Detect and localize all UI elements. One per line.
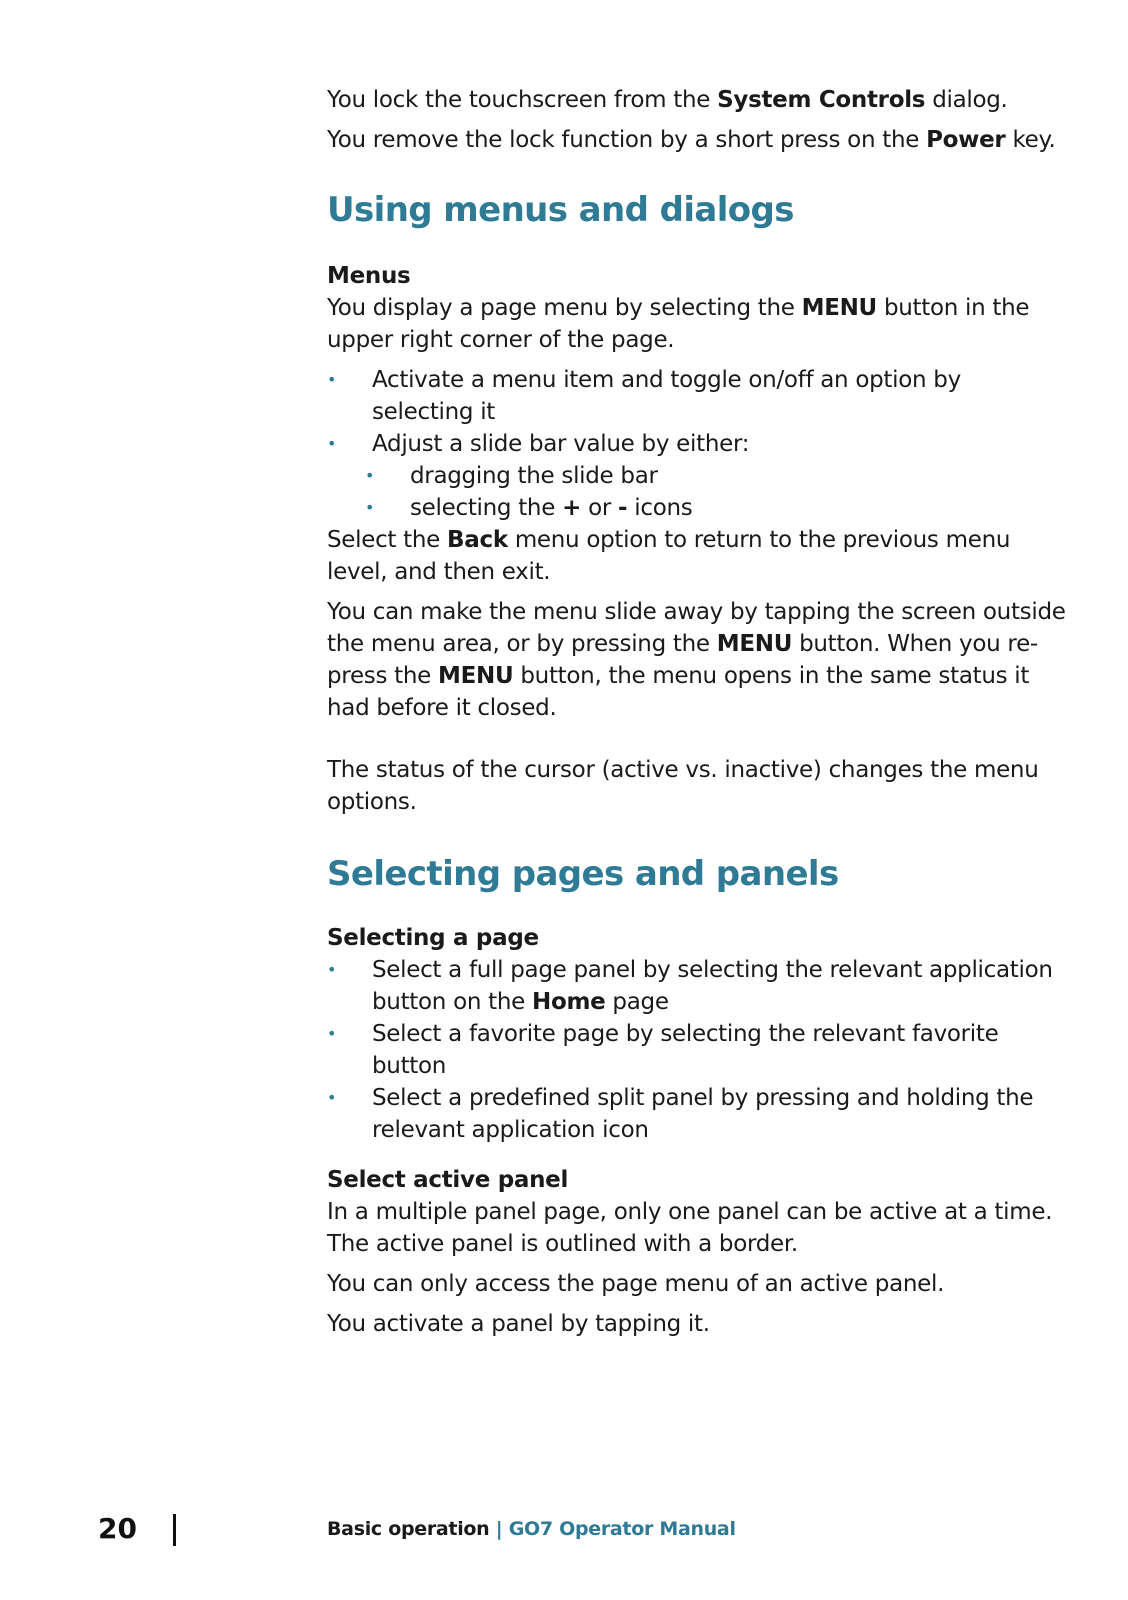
footer-separator: | [495,1518,503,1540]
footer-divider [173,1514,176,1546]
menus-paragraph-display: You display a page menu by selecting the MENU button in the upper right corner of the page. [327,295,1030,353]
subheading-active-panel: Select active panel [327,1167,569,1193]
menus-paragraph-cursor: The status of the cursor (active vs. inactive) changes the menu options. [327,757,1039,815]
footer-manual: GO7 Operator Manual [508,1518,736,1540]
intro-paragraph-unlock: You remove the lock function by a short press on the Power key. [327,127,1056,153]
list-item: • selecting the + or - icons [327,492,1067,524]
bullet-icon: • [327,1088,337,1107]
active-paragraph-multiple: In a multiple panel page, only one panel can be active at a time. The active panel is outlined with a border. [327,1199,1053,1257]
list-item: • Select a favorite page by selecting the relevant favorite button [327,1018,1067,1082]
bullet-icon: • [327,1024,337,1043]
subheading-menus: Menus [327,263,411,289]
menus-bullet-list [327,364,1067,524]
page-bullet-list [327,954,1067,1146]
section-heading-menus-dialogs: Using menus and dialogs [327,190,794,230]
page-number: 20 [98,1512,137,1545]
bullet-icon: • [327,960,337,979]
list-item: • Adjust a slide bar value by either: [327,428,1067,460]
list-item: • Select a full page panel by selecting the relevant application button on the Home page [327,954,1067,1018]
footer-title [327,1518,736,1540]
list-item: • dragging the slide bar [327,460,1067,492]
footer-section: Basic operation [327,1518,490,1540]
active-paragraph-activate: You activate a panel by tapping it. [327,1311,710,1337]
bullet-icon: • [365,466,375,485]
subheading-selecting-page: Selecting a page [327,925,539,951]
section-heading-pages-panels: Selecting pages and panels [327,854,839,894]
list-item: • Select a predefined split panel by pressing and holding the relevant application icon [327,1082,1067,1146]
active-paragraph-menu: You can only access the page menu of an active panel. [327,1271,945,1297]
bullet-icon: • [327,434,337,453]
menus-paragraph-slide: You can make the menu slide away by tapping the screen outside the menu area, or by pressing the MENU button. When you re-press the MENU button, the menu opens in the same status it had before it closed. [327,599,1066,721]
intro-paragraph-lock: You lock the touchscreen from the System Controls dialog. [327,87,1008,113]
bullet-icon: • [365,498,375,517]
menus-paragraph-back: Select the Back menu option to return to the previous menu level, and then exit. [327,527,1011,585]
list-item: • Activate a menu item and toggle on/off an option by selecting it [327,364,1067,428]
page-content [327,84,1067,1348]
page-footer [0,1512,1128,1552]
bullet-icon: • [327,370,337,389]
